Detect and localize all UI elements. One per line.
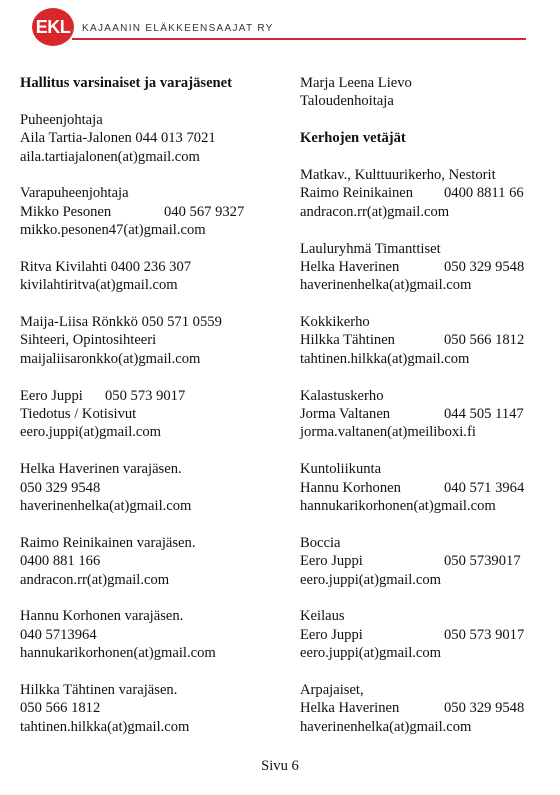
leader-phone: 044 505 1147 <box>444 406 524 423</box>
member-eero <box>20 387 280 442</box>
treasurer-name: Marja Leena Lievo <box>300 75 412 91</box>
leader-name: Jorma Valtanen <box>300 406 391 423</box>
leader-email: haverinenhelka(at)gmail.com <box>300 718 472 735</box>
page-number: Sivu 6 <box>261 758 299 774</box>
member-vice-chair <box>20 184 280 239</box>
leader-name: Hannu Korhonen <box>300 479 401 496</box>
member-email: aila.tartiajalonen(at)gmail.com <box>20 148 200 165</box>
club-entry <box>300 240 560 295</box>
leader-email: jorma.valtanen(at)meiliboxi.fi <box>300 424 476 441</box>
club-entry <box>300 166 560 221</box>
member-role: Puheenjohtaja <box>20 111 103 128</box>
club-entry <box>300 313 560 368</box>
member-email: tahtinen.hilkka(at)gmail.com <box>20 718 190 735</box>
board-members-column <box>20 74 280 754</box>
header-divider <box>72 38 526 40</box>
treasurer <box>300 74 560 111</box>
club-entry <box>300 460 560 515</box>
club-name: Matkav., Kulttuurikerho, Nestorit <box>300 166 496 183</box>
member-name: Helka Haverinen varajäsen. <box>20 461 182 478</box>
member-name: Hilkka Tähtinen varajäsen. <box>20 681 178 698</box>
club-name: Arpajaiset, <box>300 681 364 698</box>
member-raimo <box>20 534 280 589</box>
member-email: andracon.rr(at)gmail.com <box>20 571 170 588</box>
leader-email: tahtinen.hilkka(at)gmail.com <box>300 350 470 367</box>
leader-phone: 050 5739017 <box>444 553 521 570</box>
club-name: Kokkikerho <box>300 314 370 331</box>
club-entry <box>300 387 560 442</box>
member-hannu <box>20 607 280 662</box>
organization-name: KAJAANIN ELÄKKEENSAAJAT RY <box>82 23 274 34</box>
club-name: Kuntoliikunta <box>300 461 382 478</box>
leader-phone: 040 571 3964 <box>444 479 525 496</box>
member-hilkka <box>20 681 280 736</box>
member-email: kivilahtiritva(at)gmail.com <box>20 277 178 294</box>
leader-email: hannukarikorhonen(at)gmail.com <box>300 497 496 514</box>
club-name: Lauluryhmä Timanttiset <box>300 240 441 257</box>
member-name: Hannu Korhonen varajäsen. <box>20 608 184 625</box>
member-email: haverinenhelka(at)gmail.com <box>20 497 192 514</box>
leader-phone: 050 329 9548 <box>444 258 525 275</box>
club-list <box>300 166 560 736</box>
leader-phone: 050 573 9017 <box>444 626 525 643</box>
logo-text: EKL <box>35 16 71 37</box>
member-name-phone: Ritva Kivilahti 0400 236 307 <box>20 258 192 275</box>
leader-name: Hilkka Tähtinen <box>300 332 395 349</box>
leader-name: Helka Haverinen <box>300 700 400 717</box>
member-phone: 040 5713964 <box>20 626 97 643</box>
member-name: Eero Juppi <box>20 387 83 404</box>
club-name: Keilaus <box>300 608 345 625</box>
club-entry <box>300 607 560 662</box>
member-email: mikko.pesonen47(at)gmail.com <box>20 222 206 239</box>
member-phone: 040 567 9327 <box>164 203 245 220</box>
leader-email: andracon.rr(at)gmail.com <box>300 203 450 220</box>
club-name: Kalastuskerho <box>300 387 384 404</box>
leader-email: eero.juppi(at)gmail.com <box>300 645 442 662</box>
treasurer-role: Taloudenhoitaja <box>300 93 394 110</box>
board-heading: Hallitus varsinaiset ja varajäsenet <box>20 75 232 91</box>
leader-phone: 050 566 1812 <box>444 332 525 349</box>
member-maija-liisa <box>20 313 280 368</box>
leader-email: haverinenhelka(at)gmail.com <box>300 277 472 294</box>
member-role: Varapuheenjohtaja <box>20 185 129 202</box>
member-phone: 050 573 9017 <box>105 387 186 404</box>
leader-phone: 0400 8811 66 <box>444 185 524 202</box>
member-role: Tiedotus / Kotisivut <box>20 406 137 423</box>
leader-name: Helka Haverinen <box>300 258 400 275</box>
member-phone: 050 329 9548 <box>20 479 101 496</box>
leader-name: Eero Juppi <box>300 553 363 570</box>
leader-name: Raimo Reinikainen <box>300 185 414 202</box>
leader-email: eero.juppi(at)gmail.com <box>300 571 442 588</box>
member-name: Raimo Reinikainen varajäsen. <box>20 534 196 551</box>
member-phone: 050 566 1812 <box>20 700 101 717</box>
club-entry <box>300 534 560 589</box>
club-leaders-column <box>300 74 560 754</box>
member-name-phone: Maija-Liisa Rönkkö 050 571 0559 <box>20 314 222 331</box>
page-header <box>0 0 560 50</box>
member-name: Mikko Pesonen <box>20 203 112 220</box>
member-phone: 0400 881 166 <box>20 553 101 570</box>
club-entry <box>300 681 560 736</box>
member-helka <box>20 460 280 515</box>
member-name-phone: Aila Tartia-Jalonen 044 013 7021 <box>20 130 216 147</box>
member-ritva <box>20 258 280 295</box>
member-email: eero.juppi(at)gmail.com <box>20 424 162 441</box>
member-role: Sihteeri, Opintosihteeri <box>20 332 157 349</box>
member-chair <box>20 111 280 166</box>
clubs-heading: Kerhojen vetäjät <box>300 130 406 147</box>
leader-name: Eero Juppi <box>300 626 363 643</box>
member-email: hannukarikorhonen(at)gmail.com <box>20 645 216 662</box>
club-name: Boccia <box>300 534 341 551</box>
leader-phone: 050 329 9548 <box>444 700 525 717</box>
ekl-logo-icon <box>32 8 74 46</box>
member-email: maijaliisaronkko(at)gmail.com <box>20 350 201 367</box>
